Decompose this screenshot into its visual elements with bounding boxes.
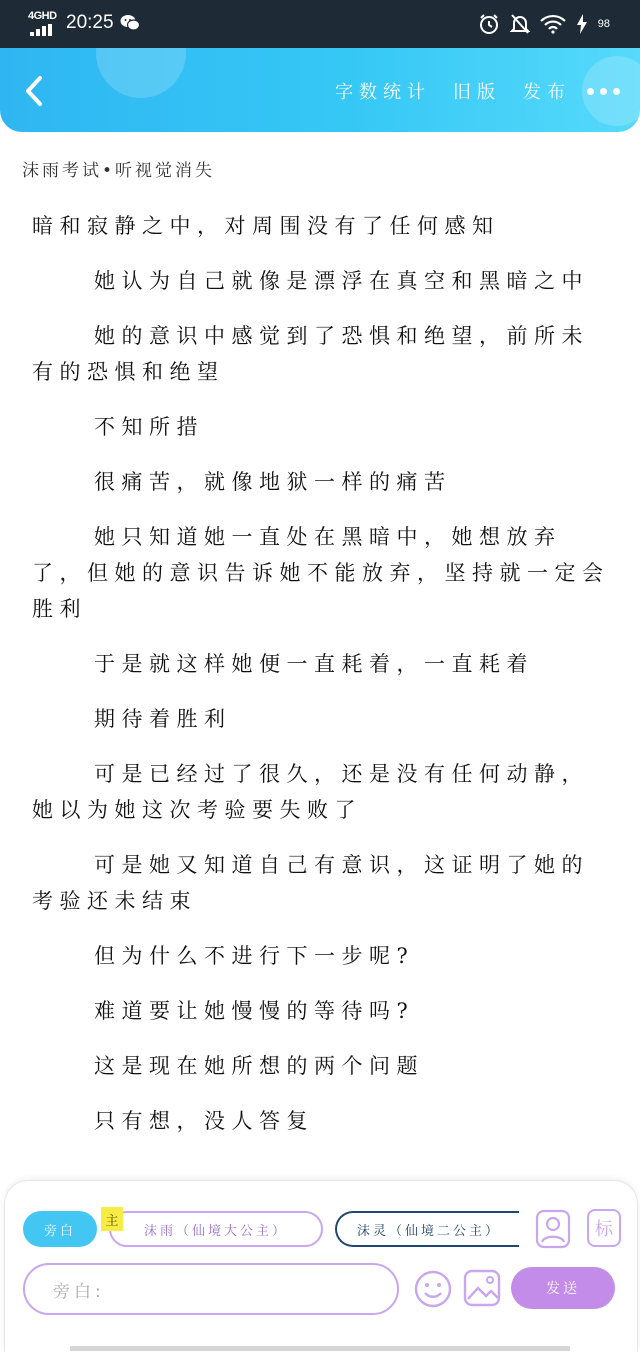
story-content[interactable] — [32, 208, 612, 1158]
publish-button[interactable]: 发布 — [523, 82, 571, 103]
paragraph: 这是现在她所想的两个问题 — [94, 1054, 424, 1078]
person-icon[interactable] — [535, 1209, 571, 1249]
chapter-title: 沫雨考试•听视觉消失 — [22, 161, 216, 181]
wechat-icon — [120, 14, 140, 32]
send-button[interactable]: 发送 — [511, 1267, 615, 1309]
emoji-icon[interactable] — [413, 1269, 453, 1309]
narrator-chip[interactable]: 旁白 — [23, 1211, 97, 1247]
network-type: 4GHD — [28, 10, 57, 22]
clock: 20:25 — [66, 12, 114, 33]
paragraph: 但为什么不进行下一步呢? — [94, 944, 415, 968]
charging-icon — [576, 14, 588, 34]
battery-level: 98 — [597, 18, 610, 30]
paragraph: 只有想，没人答复 — [94, 1109, 314, 1133]
status-bar — [0, 0, 640, 48]
old-version-button[interactable]: 旧版 — [453, 82, 501, 103]
back-arrow-icon[interactable] — [18, 74, 52, 108]
message-input[interactable] — [23, 1263, 399, 1315]
paragraph: 可是已经过了很久，还是没有任何动静，她以为她这次考验要失败了 — [32, 762, 589, 822]
input-placeholder: 旁白: — [53, 1281, 105, 1302]
wifi-icon — [540, 14, 566, 34]
editor-header — [0, 48, 640, 132]
paragraph: 期待着胜利 — [94, 707, 232, 731]
paragraph: 于是就这样她便一直耗着，一直耗着 — [94, 652, 534, 676]
paragraph: 暗和寂静之中，对周围没有了任何感知 — [32, 214, 500, 238]
paragraph: 不知所措 — [94, 415, 204, 439]
gesture-bar — [70, 1346, 570, 1351]
signal-icon — [30, 24, 56, 36]
mute-bell-icon — [510, 13, 530, 35]
paragraph: 她的意识中感觉到了恐惧和绝望，前所未有的恐惧和绝望 — [32, 324, 589, 384]
tag-button[interactable] — [587, 1209, 621, 1247]
composer-panel — [4, 1180, 638, 1352]
word-count-button[interactable]: 字数统计 — [335, 82, 431, 103]
character-chip-moling[interactable]: 沫灵（仙境二公主） — [335, 1211, 519, 1247]
paragraph: 难道要让她慢慢的等待吗? — [94, 999, 415, 1023]
tag-label: 标 — [595, 1219, 613, 1240]
paragraph: 她认为自己就像是漂浮在真空和黑暗之中 — [94, 269, 589, 293]
paragraph: 她只知道她一直处在黑暗中，她想放弃了，但她的意识告诉她不能放弃，坚持就一定会胜利 — [32, 525, 610, 621]
paragraph: 可是她又知道自己有意识，这证明了她的考验还未结束 — [32, 853, 589, 913]
character-chip-moyu[interactable]: 沫雨（仙境大公主） — [109, 1211, 323, 1247]
main-character-badge: 主 — [101, 1207, 123, 1231]
paragraph: 很痛苦，就像地狱一样的痛苦 — [94, 470, 452, 494]
alarm-icon — [478, 13, 500, 35]
more-options-icon[interactable] — [587, 88, 620, 95]
image-icon[interactable] — [463, 1269, 501, 1307]
